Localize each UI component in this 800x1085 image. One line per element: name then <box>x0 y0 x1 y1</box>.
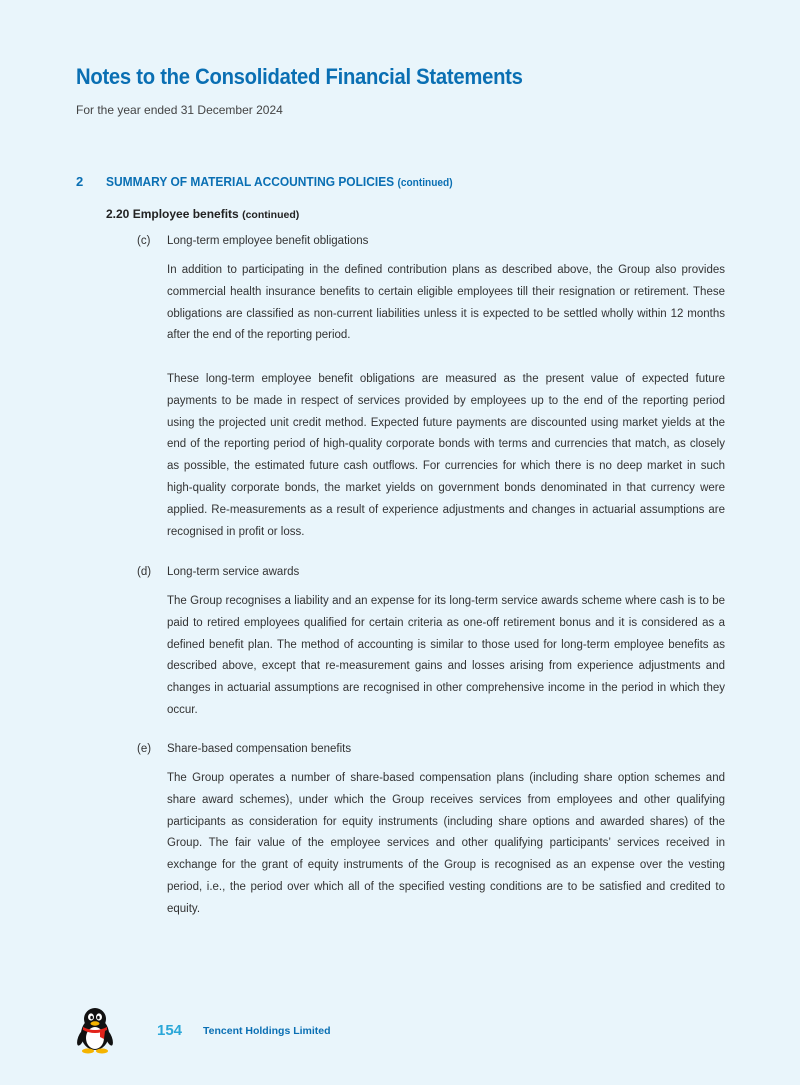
item-e-paragraph-1: The Group operates a number of share-based compensation plans (including share option schemes and share award schemes), under which the Group receives services from employees and other qualifying participants as consideration for equity instruments (including share options and awarded shares) of the Group. The fair value of the employee services and other qualifying participants’ services received in exchange for the grant of equity instruments of the Group is recognised as an expense over the vesting period, i.e., the period over which all of the specified vesting conditions are to be satisfied and credited to equity. <box>167 772 725 915</box>
penguin-logo-icon <box>74 1006 116 1054</box>
item-e-letter: (e) <box>137 743 152 755</box>
item-c-paragraph-2: These long-term employee benefit obligations are measured as the present value of expected future payments to be made in respect of services provided by employees up to the end of the reporting period using the projected unit credit method. Expected future payments are discounted using market yields at the end of the reporting period of high-quality corporate bonds with terms and currencies that match, as closely as possible, the estimated future cash outflows. For currencies for which there is no deep market in such high-quality corporate bonds, the market yields on government bonds denominated in that currency were applied. Re-measurements as a result of experience adjustments and changes in actuarial assumptions are recognised in profit or loss. <box>167 373 725 538</box>
subsection-continued: (continued) <box>242 209 300 221</box>
item-c-heading: Long-term employee benefit obligations <box>167 235 369 247</box>
subsection-title <box>106 207 299 221</box>
subsection-title-text: 2.20 Employee benefits <box>106 207 239 221</box>
section-number: 2 <box>76 174 84 189</box>
company-name: Tencent Holdings Limited <box>203 1025 331 1037</box>
item-d-letter: (d) <box>137 566 152 578</box>
page-number: 154 <box>157 1022 183 1039</box>
item-d-heading: Long-term service awards <box>167 566 300 578</box>
section-continued: (continued) <box>397 177 453 189</box>
item-c-letter: (c) <box>137 235 151 247</box>
item-d-paragraph-1: The Group recognises a liability and an expense for its long-term service awards scheme where cash is to be paid to retired employees qualified for certain criteria as one-off retirement bonus and it is considered as a defined benefit plan. The method of accounting is similar to those used for long-term employee benefits as described above, except that re-measurement gains and losses arising from experience adjustments and changes in actuarial assumptions are recognised in other comprehensive income in the period in which they occur. <box>167 595 725 716</box>
item-c-paragraph-1: In addition to participating in the defined contribution plans as described above, the Group also provides commercial health insurance benefits to certain eligible employees till their resignation or retirement. These obligations are classified as non-current liabilities unless it is expected to be settled wholly within 12 months after the end of the reporting period. <box>167 264 725 342</box>
item-e-heading: Share-based compensation benefits <box>167 743 352 755</box>
page-title: Notes to the Consolidated Financial Statements <box>76 64 523 89</box>
page-subtitle: For the year ended 31 December 2024 <box>76 103 283 117</box>
section-title <box>106 174 453 189</box>
section-title-text: SUMMARY OF MATERIAL ACCOUNTING POLICIES <box>106 174 395 189</box>
